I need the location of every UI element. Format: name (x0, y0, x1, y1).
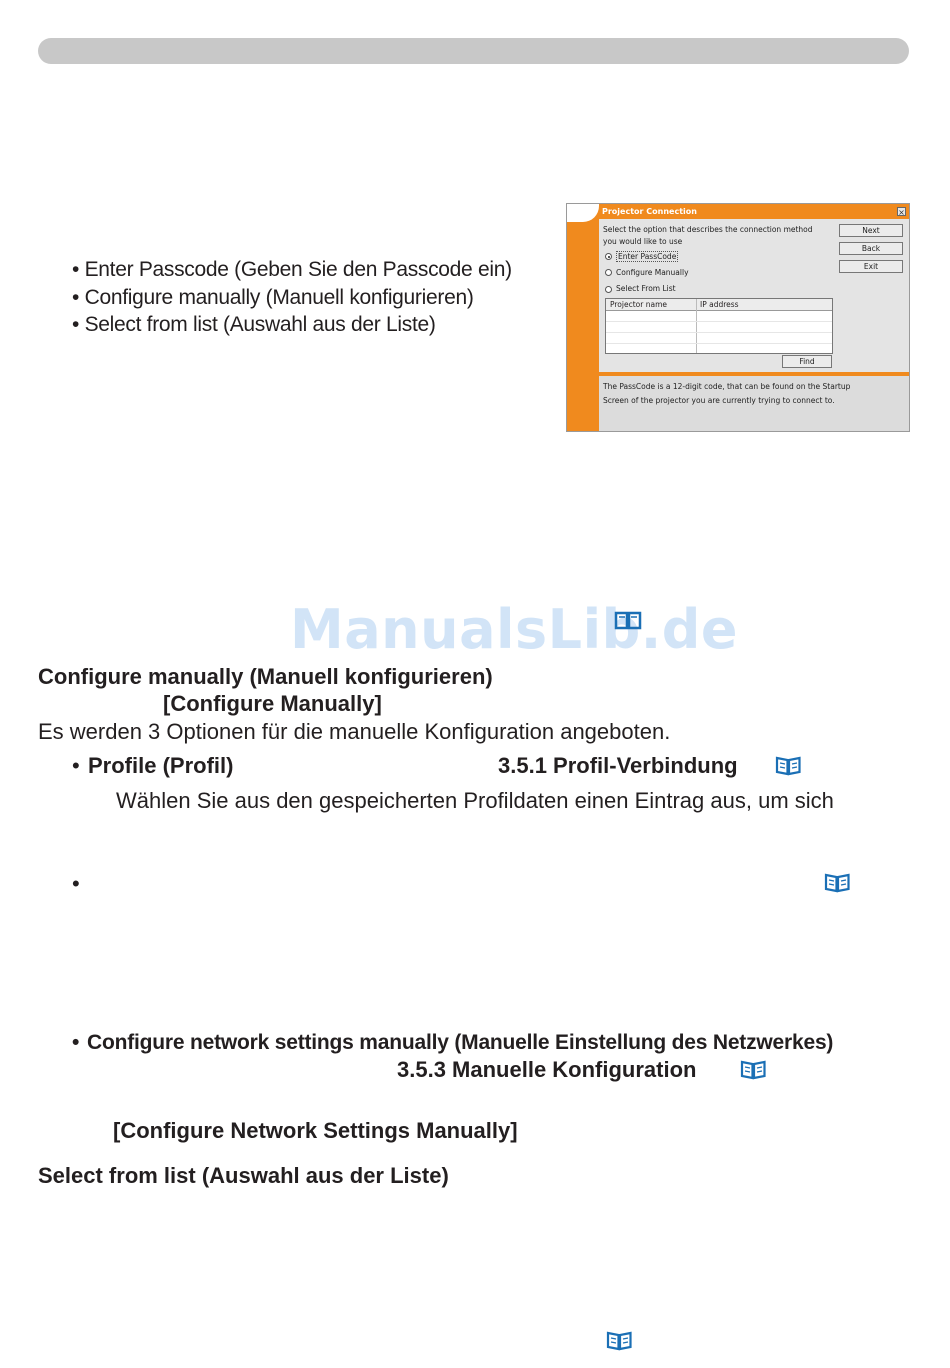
projector-connection-dialog (566, 203, 910, 432)
close-icon[interactable]: × (898, 208, 905, 217)
section-heading: Configure manually (Manuell konfigurieren) (38, 664, 493, 689)
section-heading: Select from list (Auswahl aus der Liste) (38, 1163, 449, 1188)
option-label[interactable]: Enter PassCode (618, 252, 677, 261)
book-reference-icon[interactable] (775, 756, 802, 776)
dialog-prompt: you would like to use (603, 237, 683, 246)
next-button[interactable]: Next (839, 224, 903, 237)
bullet-dot: • (72, 871, 80, 896)
find-button[interactable]: Find (782, 355, 832, 368)
profile-reference: 3.5.1 Profil-Verbindung (498, 753, 738, 778)
book-reference-icon[interactable] (740, 1060, 767, 1080)
page-header-bar (38, 38, 909, 64)
radio-select-from-list[interactable] (605, 286, 612, 293)
back-button[interactable]: Back (839, 242, 903, 255)
list-item: • Configure manually (Manuell konfigurieren) (72, 285, 474, 309)
profile-label: Profile (Profil) (88, 753, 234, 778)
window-name: [Configure Manually] (163, 691, 382, 716)
connection-options-list (72, 256, 512, 339)
option-label[interactable]: Configure Manually (616, 268, 689, 277)
book-reference-icon[interactable] (824, 873, 851, 893)
radio-enter-passcode[interactable] (605, 253, 612, 260)
dialog-prompt: Select the option that describes the connection method (603, 225, 813, 234)
dialog-footer-text: Screen of the projector you are currently trying to connect to. (603, 396, 835, 405)
window-name: [Configure Network Settings Manually] (113, 1118, 518, 1143)
list-item: • Enter Passcode (Geben Sie den Passcode ein) (72, 258, 512, 281)
radio-configure-manually[interactable] (605, 269, 612, 276)
column-header: Projector name (610, 300, 667, 309)
dialog-title: Projector Connection (599, 204, 909, 219)
bullet-dot: • (72, 1031, 80, 1054)
option-label[interactable]: Select From List (616, 284, 676, 293)
section-intro: Es werden 3 Optionen für die manuelle Konfiguration angeboten. (38, 719, 671, 744)
book-reference-icon[interactable] (606, 1331, 633, 1351)
dialog-sidebar (567, 204, 599, 432)
column-header: IP address (700, 300, 739, 309)
book-reference-icon[interactable] (614, 610, 642, 630)
exit-button[interactable]: Exit (839, 260, 903, 273)
list-item: • Select from list (Auswahl aus der Liste) (72, 313, 436, 336)
profile-description: Wählen Sie aus den gespeicherten Profildaten einen Eintrag aus, um sich (116, 788, 834, 813)
projector-list[interactable] (605, 298, 833, 354)
bullet-dot: • (72, 753, 80, 778)
network-label: Configure network settings manually (Manuelle Einstellung des Netzwerkes) (87, 1031, 834, 1054)
watermark: ManualsLib.de (290, 598, 739, 661)
network-reference: 3.5.3 Manuelle Konfiguration (397, 1057, 697, 1082)
dialog-footer-text: The PassCode is a 12-digit code, that can be found on the Startup (603, 382, 851, 391)
